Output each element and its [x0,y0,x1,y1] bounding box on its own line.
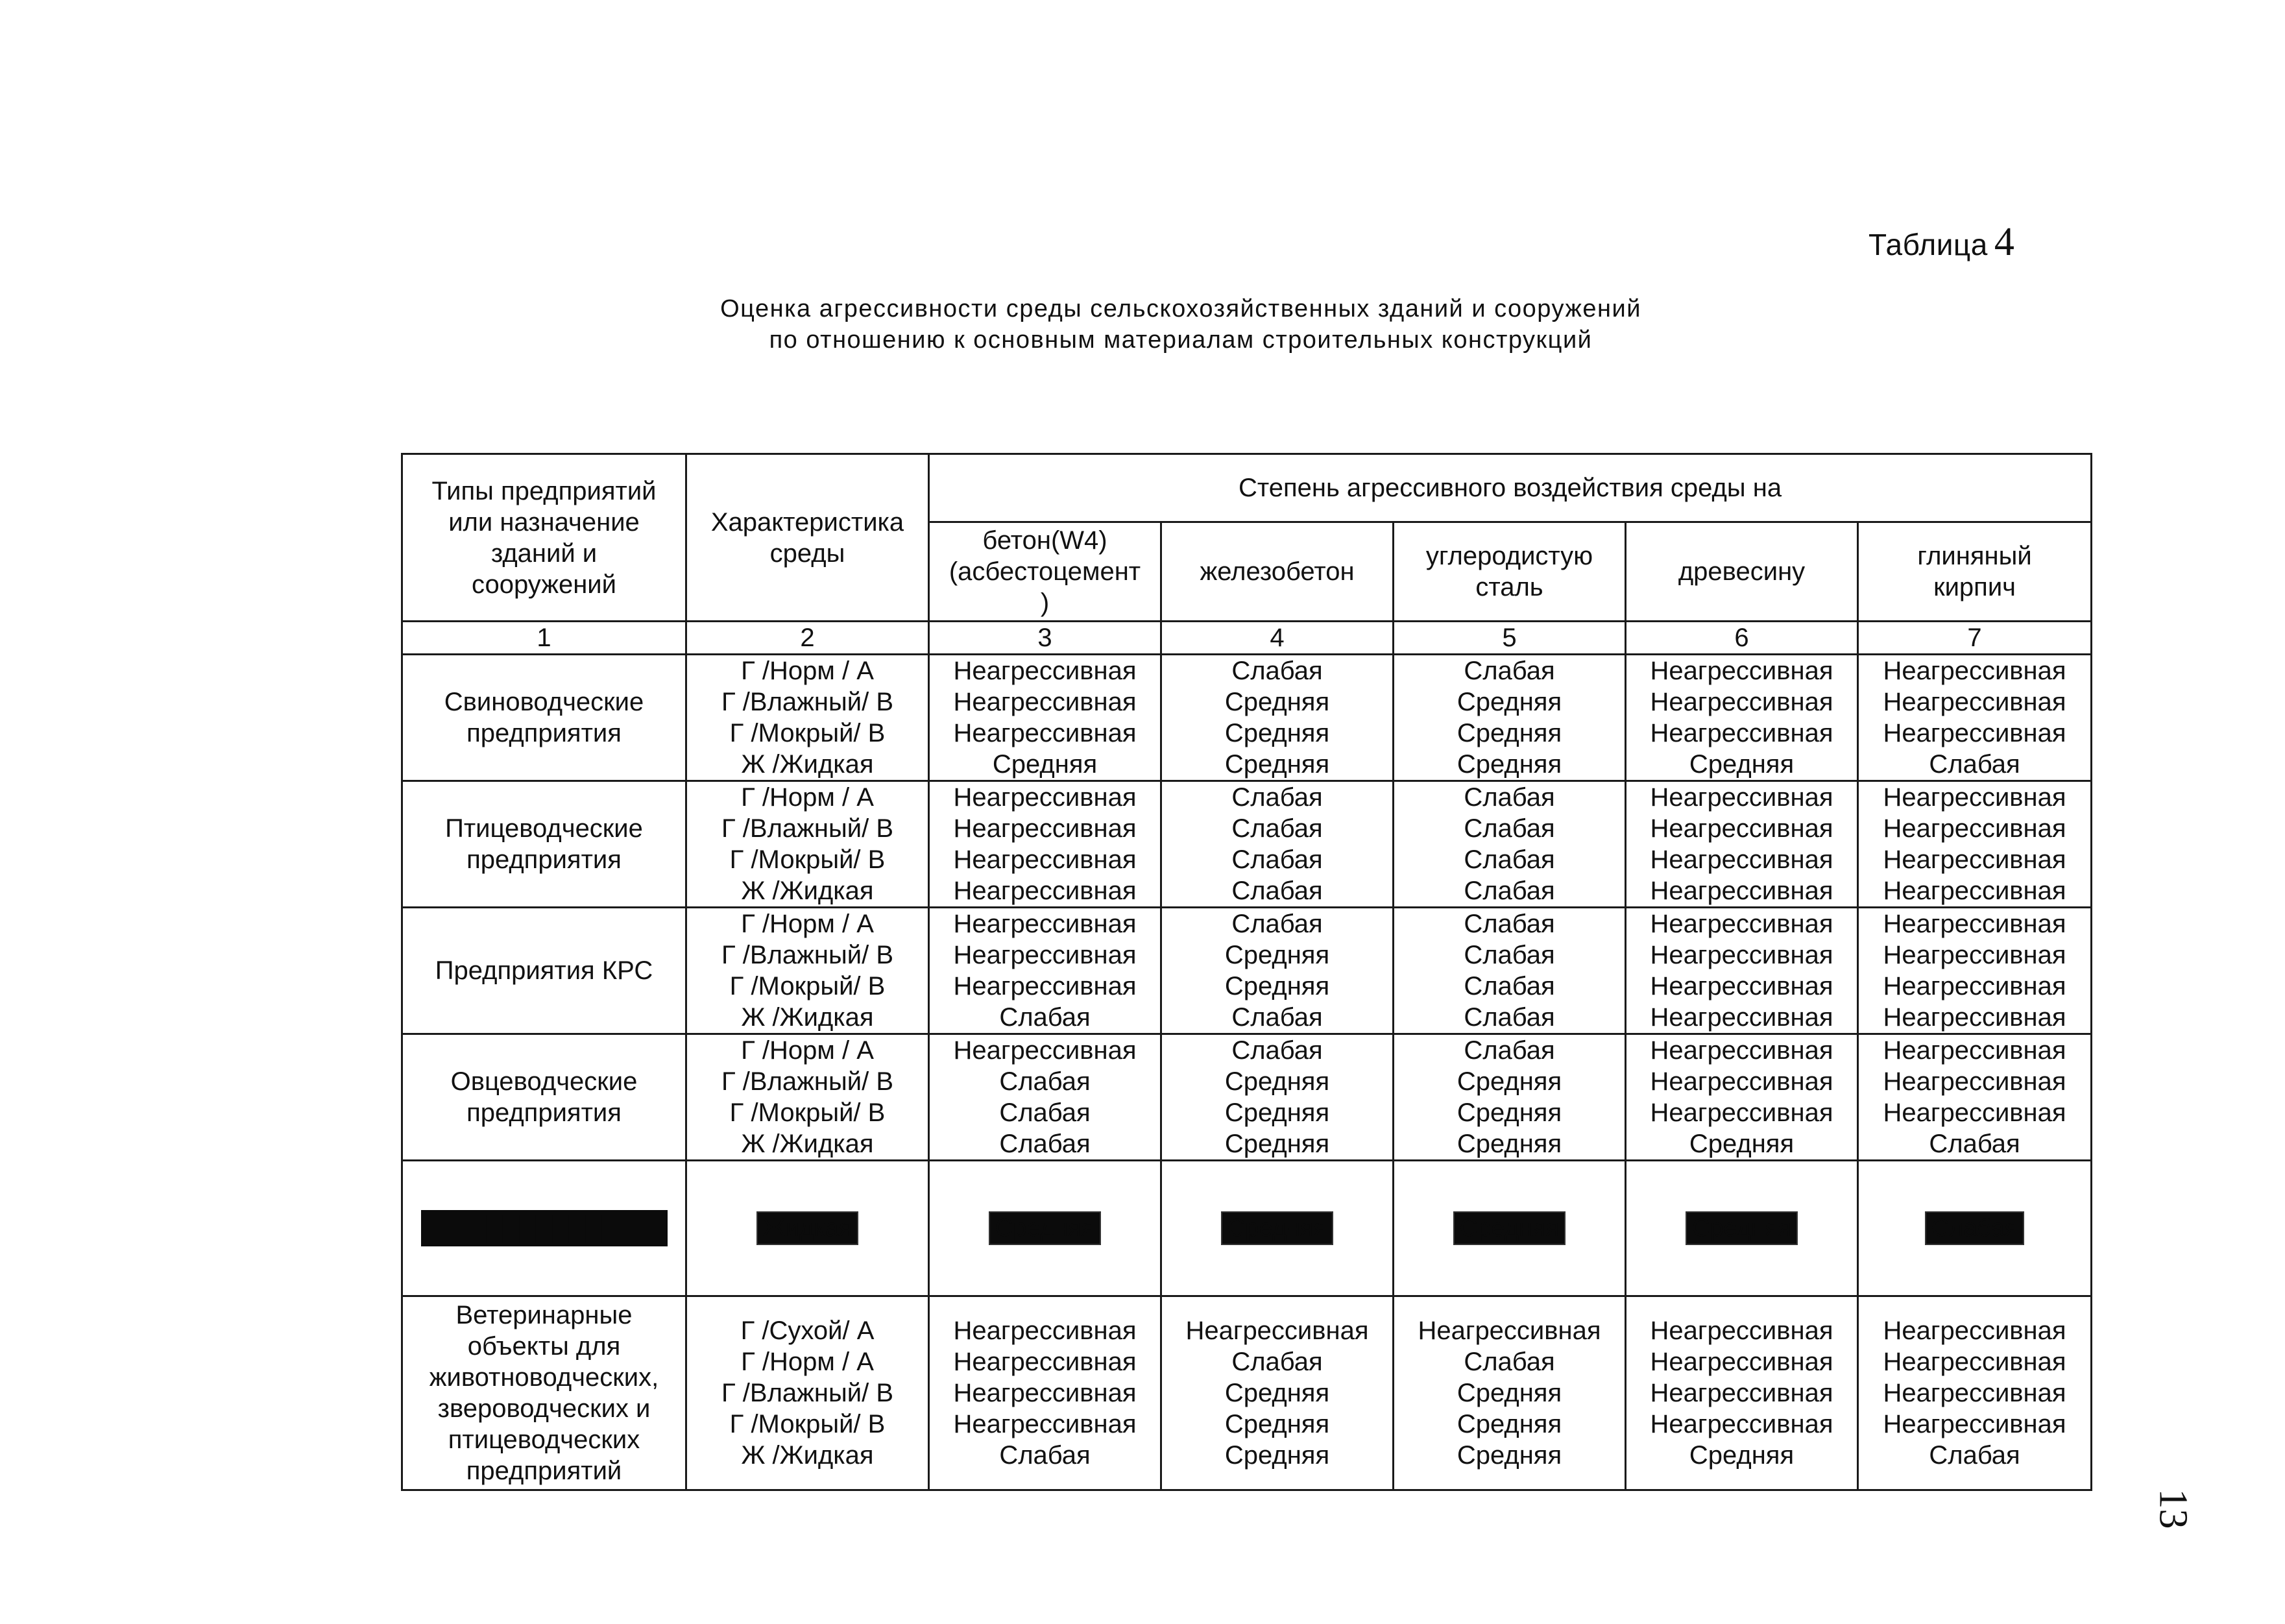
aggressiveness-cell [1626,1034,1858,1161]
cell-line: Слабая [1464,657,1555,685]
redacted-type-cell [402,1161,686,1296]
cell-line: Слабая [1929,750,2020,779]
redacted-text: Жидкая [756,1211,859,1245]
document-title-line-2: по отношению к основным материалам строительных конструкций [769,326,1593,354]
cell-line: Неагрессивная [1883,1098,2066,1127]
cell-line: Средняя [1224,688,1330,716]
cell-line: Г /Влажный/ В [721,814,893,843]
cell-line: Свиноводческие [444,688,644,716]
cell-line: Неагрессивная [1650,719,1833,747]
cell-line: Слабая [1464,1348,1555,1376]
cell-line: Средняя [1457,750,1562,779]
cell-line: Слабая [1231,1348,1323,1376]
enterprise-type-cell [402,1296,686,1490]
cell-line: Слабая [1464,941,1555,969]
cell-line: Неагрессивная [953,657,1137,685]
cell-line: Г /Мокрый/ В [729,1410,886,1438]
table-label-text: Таблица [1868,228,1988,261]
cell-line: Неагрессивная [1883,972,2066,1000]
cell-line: Неагрессивная [1185,1316,1369,1345]
cell-line: Неагрессивная [1883,657,2066,685]
cell-line: Неагрессивная [1650,1316,1833,1345]
cell-line: Неагрессивная [1883,1379,2066,1407]
cell-line: Г /Норм / А [741,1036,874,1065]
aggressiveness-cell [1394,655,1626,781]
cell-line: Неагрессивная [1883,941,2066,969]
cell-line: Г /Влажный/ В [721,1067,893,1096]
cell-line: Слабая [1464,1003,1555,1032]
cell-line: Неагрессивная [953,877,1137,905]
enterprise-group-row [402,781,2092,908]
cell-line: Слабая [1231,657,1323,685]
cell-line: Ж /Жидкая [741,1130,874,1158]
cell-line: Неагрессивная [1883,1316,2066,1345]
aggressiveness-cell [1626,1296,1858,1490]
cell-line: Слабая [1464,1036,1555,1065]
header-line: Характеристика [710,507,904,537]
enterprise-group-row [402,655,2092,781]
cell-line: Неагрессивная [1883,910,2066,938]
header-line: зданий и [490,539,598,568]
cell-line: Слабая [999,1441,1091,1470]
enterprise-group-row [402,908,2092,1034]
cell-line: Г /Мокрый/ В [729,1098,886,1127]
redacted-value-cell [1394,1161,1626,1296]
header-line: или назначение [448,507,640,537]
cell-line: Ветеринарные [455,1301,633,1329]
aggressiveness-cell [1626,655,1858,781]
aggressiveness-cell [1626,908,1858,1034]
cell-line: Слабая [1464,845,1555,874]
environment-cell [686,908,929,1034]
table-label-number: 4 [1994,220,2015,264]
cell-line: Слабая [1929,1130,2020,1158]
column-number: 2 [686,622,929,655]
cell-line: Средняя [1689,1130,1795,1158]
cell-line: Средняя [1224,1098,1330,1127]
aggressiveness-cell [1161,1034,1394,1161]
redacted-value-cell [1161,1161,1394,1296]
aggressiveness-cell [929,781,1161,908]
cell-line: Г /Влажный/ В [721,1379,893,1407]
cell-line: Неагрессивная [1650,941,1833,969]
aggressiveness-cell [1858,1034,2092,1161]
cell-line: Слабая [999,1130,1091,1158]
cell-line: Неагрессивная [1883,845,2066,874]
cell-line: Г /Мокрый/ В [729,719,886,747]
cell-line: Ж /Жидкая [741,750,874,779]
cell-line: Слабая [1929,1441,2020,1470]
cell-line: Неагрессивная [1650,1036,1833,1065]
aggressiveness-table [401,453,2092,1491]
header-line: сталь [1475,573,1543,601]
cell-line: Слабая [999,1067,1091,1096]
enterprise-type-cell [402,781,686,908]
header-material-steel [1394,522,1626,622]
cell-line: Ж /Жидкая [741,1003,874,1032]
column-number: 4 [1161,622,1394,655]
veterinary-rows [402,1296,2092,1490]
cell-line: Неагрессивная [953,1316,1137,1345]
header-material-brick [1858,522,2092,622]
cell-line: Слабая [1464,814,1555,843]
enterprise-type-cell [402,655,686,781]
aggressiveness-cell [1394,908,1626,1034]
enterprise-type-cell [402,908,686,1034]
redacted-value-cell [1626,1161,1858,1296]
cell-line: Неагрессивная [1650,657,1833,685]
aggressiveness-cell [1161,1296,1394,1490]
cell-line: Средняя [1224,1441,1330,1470]
aggressiveness-cell [1858,781,2092,908]
redaction-mark: ███████ [421,1210,668,1246]
cell-line: Неагрессивная [1650,783,1833,812]
cell-line: Средняя [1689,750,1795,779]
cell-line: Ж /Жидкая [741,877,874,905]
cell-line: Г /Норм / А [741,657,874,685]
cell-line: предприятия [466,719,622,747]
redacted-value-cell [1858,1161,2092,1296]
cell-line: Неагрессивная [1883,1036,2066,1065]
cell-line: птицеводческих [448,1425,640,1454]
cell-line: Неагрессивная [953,1379,1137,1407]
header-line: среды [769,539,845,568]
cell-line: Неагрессивная [1650,910,1833,938]
header-line: сооружений [472,570,616,599]
environment-cell [686,1296,929,1490]
cell-line: предприятия [466,1098,622,1127]
group-rows [402,655,2092,1161]
cell-line: предприятий [466,1457,622,1485]
cell-line: Неагрессивная [953,814,1137,843]
aggressiveness-cell [1394,1296,1626,1490]
cell-line: Неагрессивная [1650,1098,1833,1127]
cell-line: Неагрессивная [1418,1316,1601,1345]
cell-line: Неагрессивная [953,1036,1137,1065]
document-title-line-1: Оценка агрессивности среды сельскохозяйственных зданий и сооружений [720,295,1641,322]
header-line: ) [1040,588,1050,617]
cell-line: Неагрессивная [1650,877,1833,905]
aggressiveness-cell [1161,781,1394,908]
cell-line: Слабая [1231,783,1323,812]
cell-line: Предприятия КРС [435,956,653,985]
cell-line: Неагрессивная [1650,1410,1833,1438]
cell-line: Неагрессивная [953,1410,1137,1438]
page-number: 13 [2151,1488,2195,1529]
cell-line: Г /Норм / А [741,783,874,812]
aggressiveness-cell [929,655,1161,781]
redacted-row [402,1161,2092,1296]
cell-line: Неагрессивная [1883,1348,2066,1376]
redacted-value-cell [929,1161,1161,1296]
cell-line: Неагрессивная [1650,1379,1833,1407]
redacted-text: Средняя [1686,1211,1798,1245]
cell-line: Неагрессивная [1883,814,2066,843]
aggressiveness-cell [929,1034,1161,1161]
cell-line: Неагрессивная [953,1348,1137,1376]
cell-line: Неагрессивная [1883,1003,2066,1032]
cell-line: Средняя [992,750,1098,779]
cell-line: Слабая [1231,910,1323,938]
cell-line: Неагрессивная [953,972,1137,1000]
cell-line: Неагрессивная [1650,1003,1833,1032]
cell-line: Средняя [1224,1067,1330,1096]
cell-line: Неагрессивная [953,688,1137,716]
cell-line: Средняя [1457,1067,1562,1096]
column-number: 7 [1858,622,2092,655]
cell-line: Неагрессивная [953,910,1137,938]
header-material-concrete [929,522,1161,622]
cell-line: Неагрессивная [1883,783,2066,812]
cell-line: Слабая [1464,972,1555,1000]
cell-line: Слабая [1464,877,1555,905]
cell-line: Средняя [1457,719,1562,747]
header-environment [686,454,929,622]
cell-line: Птицеводческие [445,814,643,843]
cell-line: Средняя [1457,688,1562,716]
redacted-text: Средняя [989,1211,1101,1245]
cell-line: Неагрессивная [953,783,1137,812]
cell-line: Слабая [1231,1036,1323,1065]
aggressiveness-cell [1626,781,1858,908]
aggressiveness-cell [929,908,1161,1034]
cell-line: Неагрессивная [1650,972,1833,1000]
cell-line: Г /Мокрый/ В [729,845,886,874]
environment-cell [686,655,929,781]
header-line: древесину [1678,557,1806,586]
column-number: 3 [929,622,1161,655]
table-label [1868,219,2014,265]
redacted-text: Средняя [1221,1211,1333,1245]
environment-cell [686,781,929,908]
cell-line: Средняя [1457,1130,1562,1158]
cell-line: животноводческих, [429,1363,659,1392]
cell-line: Овцеводческие [450,1067,638,1096]
veterinary-row [402,1296,2092,1490]
cell-line: Неагрессивная [1650,814,1833,843]
header-material-reinforced-concrete [1161,522,1394,622]
header-aggressiveness-group: Степень агрессивного воздействия среды на [929,454,2092,522]
cell-line: Средняя [1224,972,1330,1000]
cell-line: Г /Влажный/ В [721,941,893,969]
aggressiveness-cell [1394,781,1626,908]
cell-line: Слабая [1231,877,1323,905]
aggressiveness-cell [1394,1034,1626,1161]
column-number: 6 [1626,622,1858,655]
cell-line: Слабая [999,1003,1091,1032]
header-row-top [402,454,2092,522]
header-line: углеродистую [1425,542,1593,570]
aggressiveness-cell [1858,655,2092,781]
cell-line: Неагрессивная [1650,1067,1833,1096]
cell-line: Неагрессивная [1883,1410,2066,1438]
cell-line: Средняя [1224,1410,1330,1438]
cell-line: Г /Мокрый/ В [729,972,886,1000]
cell-line: Неагрессивная [1883,719,2066,747]
cell-line: Неагрессивная [1650,688,1833,716]
header-enterprise-type [402,454,686,622]
cell-line: Слабая [999,1098,1091,1127]
aggressiveness-cell [1858,1296,2092,1490]
aggressiveness-cell [1161,655,1394,781]
redacted-text: Средняя [1453,1211,1566,1245]
header-line: бетон(W4) [982,526,1107,555]
cell-line: Слабая [1231,1003,1323,1032]
cell-line: Неагрессивная [1650,845,1833,874]
cell-line: звероводческих и [437,1394,651,1423]
redacted-text: Слабая [1925,1211,2024,1245]
cell-line: Средняя [1457,1098,1562,1127]
cell-line: Средняя [1224,941,1330,969]
cell-line: Неагрессивная [953,941,1137,969]
cell-line: предприятия [466,845,622,874]
cell-line: Средняя [1224,750,1330,779]
cell-line: Слабая [1464,910,1555,938]
cell-line: Средняя [1224,1379,1330,1407]
cell-line: Средняя [1224,719,1330,747]
cell-line: Средняя [1457,1410,1562,1438]
header-line: железобетон [1200,557,1355,586]
aggressiveness-cell [1161,908,1394,1034]
cell-line: Слабая [1231,845,1323,874]
cell-line: Слабая [1464,783,1555,812]
header-material-wood [1626,522,1858,622]
column-number-row [402,622,2092,655]
redacted-env-cell [686,1161,929,1296]
column-number: 1 [402,622,686,655]
header-line: Типы предприятий [431,476,657,505]
cell-line: Г /Норм / А [741,1348,874,1376]
environment-cell [686,1034,929,1161]
cell-line: Средняя [1689,1441,1795,1470]
cell-line: Г /Сухой/ А [740,1316,875,1345]
cell-line: объекты для [467,1332,621,1361]
cell-line: Ж /Жидкая [741,1441,874,1470]
cell-line: Средняя [1457,1441,1562,1470]
cell-line: Неагрессивная [1883,1067,2066,1096]
header-line: глиняный [1917,542,2032,570]
cell-line: Неагрессивная [953,719,1137,747]
aggressiveness-cell [1858,908,2092,1034]
cell-line: Неагрессивная [1650,1348,1833,1376]
header-line: (асбестоцемент [949,557,1141,586]
cell-line: Средняя [1457,1379,1562,1407]
cell-line: Г /Норм / А [741,910,874,938]
cell-line: Средняя [1224,1130,1330,1158]
header-line: кирпич [1933,573,2016,601]
cell-line: Г /Влажный/ В [721,688,893,716]
enterprise-group-row [402,1034,2092,1161]
cell-line: Неагрессивная [1883,688,2066,716]
enterprise-type-cell [402,1034,686,1161]
column-number: 5 [1394,622,1626,655]
aggressiveness-cell [929,1296,1161,1490]
cell-line: Неагрессивная [953,845,1137,874]
cell-line: Неагрессивная [1883,877,2066,905]
cell-line: Слабая [1231,814,1323,843]
